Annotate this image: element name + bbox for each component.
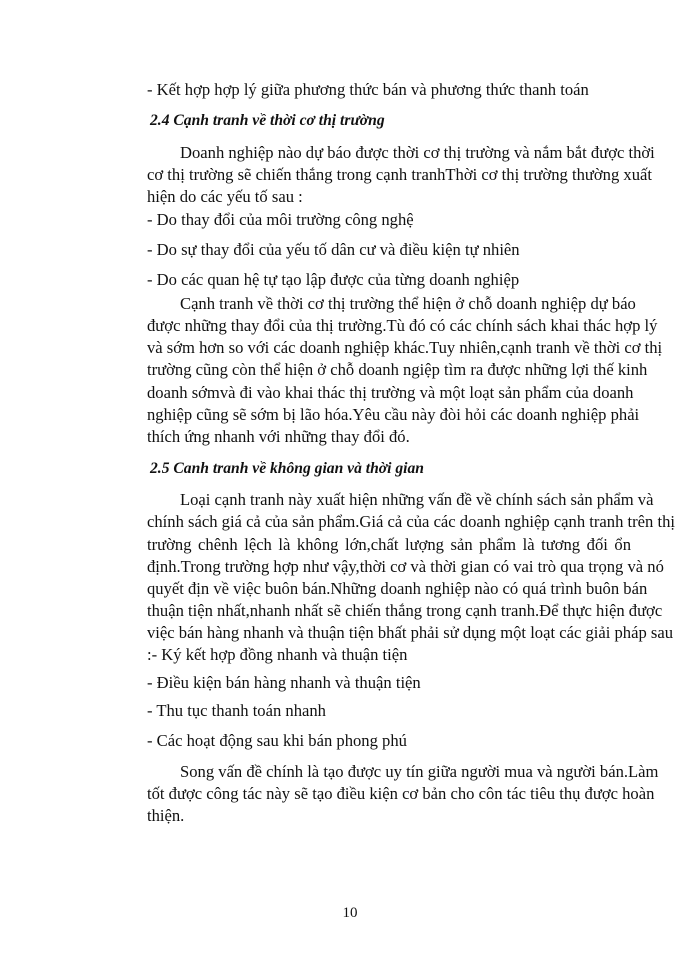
bullet-item: - Do sự thay đổi của yếu tố dân cư và điều kiện tự nhiên: [147, 240, 520, 259]
paragraph-line: :- Ký kết hợp đồng nhanh và thuận tiện: [147, 645, 408, 664]
paragraph-line: thiện.: [147, 806, 185, 825]
paragraph-line: trường cũng còn thể hiện ở chỗ doanh ngiệp tìm ra được những lợi thế kinh: [147, 360, 648, 379]
paragraph-line: Doanh nghiệp nào dự báo được thời cơ thị trường và nắm bắt được thời: [180, 143, 655, 162]
paragraph-line: thích ứng nhanh với những thay đổi đó.: [147, 427, 410, 446]
section-heading: 2.5 Canh tranh về không gian và thời gian: [150, 460, 424, 477]
paragraph-line: Song vấn đề chính là tạo được uy tín giữa người mua và người bán.Làm: [180, 762, 659, 781]
paragraph-line: định.Trong trường hợp như vậy,thời cơ và thời gian có vai trò qua trọng và nó: [147, 557, 664, 576]
paragraph-line: Cạnh tranh về thời cơ thị trường thể hiện ở chỗ doanh nghiệp dự báo: [180, 294, 636, 313]
bullet-item: - Do thay đổi của môi trường công nghệ: [147, 210, 414, 229]
bullet-item: - Các hoạt động sau khi bán phong phú: [147, 731, 407, 750]
bullet-item: - Thu tục thanh toán nhanh: [147, 701, 326, 720]
section-heading: 2.4 Cạnh tranh về thời cơ thị trường: [150, 112, 385, 129]
bullet-item: - Điều kiện bán hàng nhanh và thuận tiện: [147, 673, 421, 692]
paragraph-line: hiện do các yếu tố sau :: [147, 187, 303, 206]
paragraph-line: trường chênh lệch là không lớn,chất lượng sản phẩm là tương đối ổn: [147, 535, 631, 554]
paragraph-line: Loại cạnh tranh này xuất hiện những vấn đề về chính sách sản phẩm và: [180, 490, 654, 509]
paragraph-line: và sớm hơn so với các doanh nghiệp khác.Tuy nhiên,cạnh tranh về thời cơ thị: [147, 338, 663, 357]
body-text-line: - Kết hợp hợp lý giữa phương thức bán và phương thức thanh toán: [147, 80, 589, 99]
paragraph-line: quyết địn về việc buôn bán.Những doanh nghiệp nào có quá trình buôn bán: [147, 579, 648, 598]
paragraph-line: doanh sớmvà đi vào khai thác thị trường và một loạt sản phẩm của doanh: [147, 383, 634, 402]
page-number: 10: [342, 905, 358, 921]
paragraph-line: tốt được công tác này sẽ tạo điều kiện cơ bản cho côn tác tiêu thụ được hoàn: [147, 784, 655, 803]
paragraph-line: nghiệp cũng sẽ sớm bị lão hóa.Yêu cầu này đòi hỏi các doanh nghiệp phải: [147, 405, 640, 424]
paragraph-line: thuận tiện nhất,nhanh nhất sẽ chiến thắng trong cạnh tranh.Để thực hiện được: [147, 601, 663, 620]
paragraph-line: chính sách giá cả của sản phẩm.Giá cả của các doanh nghiệp cạnh tranh trên thị: [147, 512, 676, 531]
bullet-item: - Do các quan hệ tự tạo lập được của từng doanh nghiệp: [147, 270, 520, 289]
paragraph-line: cơ thị trường sẽ chiến thắng trong cạnh tranhThời cơ thị trường thường xuất: [147, 165, 652, 184]
paragraph-line: được những thay đổi của thị trường.Tù đó có các chính sách khai thác hợp lý: [147, 316, 658, 335]
paragraph-line: việc bán hàng nhanh và thuận tiện bhất phải sử dụng một loạt các giải pháp sau: [147, 623, 674, 642]
